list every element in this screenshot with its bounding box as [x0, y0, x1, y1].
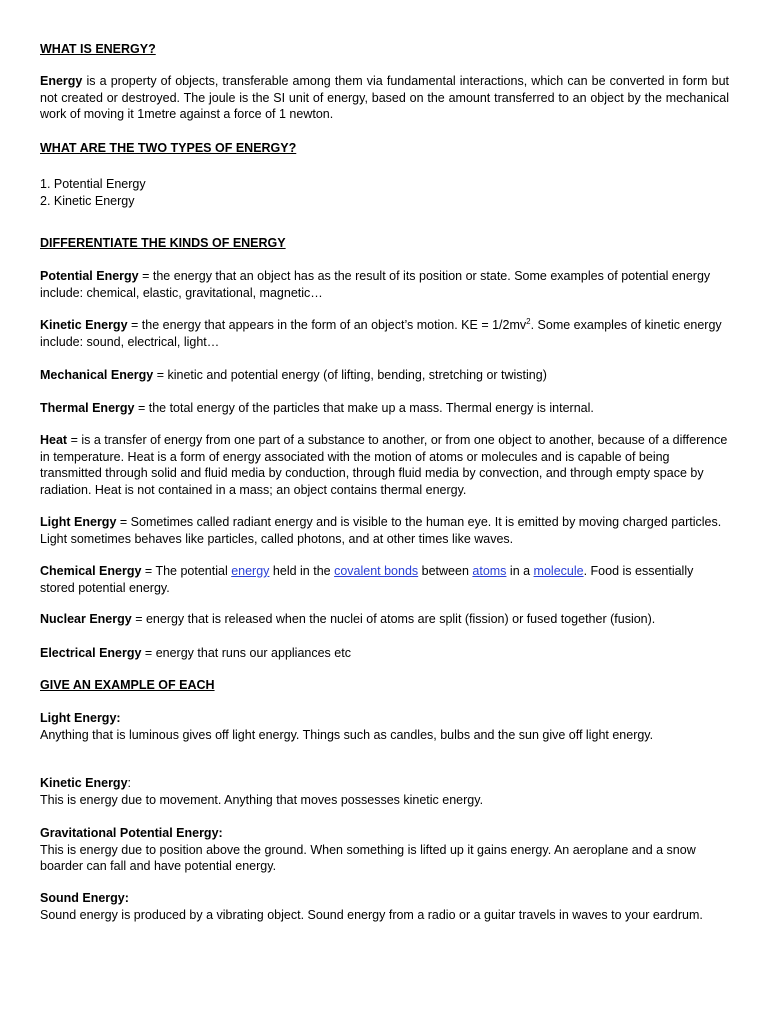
heading-what-is-energy: WHAT IS ENERGY? — [40, 42, 156, 56]
example-gravitational-energy: Gravitational Potential Energy: This is energy due to position above the ground. When something is lifted up it gains energy. An aeroplane and a snow boarder can fall and have potential energy. — [40, 826, 696, 873]
list-item-kinetic: 2. Kinetic Energy — [40, 194, 135, 208]
link-energy[interactable]: energy — [231, 564, 270, 578]
paragraph-heat: Heat = is a transfer of energy from one part of a substance to another, or from one object to another, because of a difference in temperature. Heat is a form of energy associated with the motion of atoms or molecules and is capable of being transmitted through solid and fluid media by conduction, through fluid media by convection, and through empty space by radiation. Heat is not contained in a mass; an object contains thermal energy. — [40, 433, 728, 497]
paragraph-mechanical-energy: Mechanical Energy = kinetic and potential energy (of lifting, bending, stretching or twisting) — [40, 368, 547, 382]
example-light-energy: Light Energy: Anything that is luminous gives off light energy. Things such as candles, bulbs and the sun give off light energy. — [40, 711, 654, 742]
term-energy: Energy — [40, 74, 83, 88]
example-kinetic-energy: Kinetic Energy: This is energy due to movement. Anything that moves possesses kinetic energy. — [40, 776, 484, 807]
example-sound-energy: Sound Energy: Sound energy is produced by a vibrating object. Sound energy from a radio or a guitar travels in waves to your eardrum. — [40, 891, 703, 922]
link-molecule[interactable]: molecule — [533, 564, 584, 578]
heading-two-types: WHAT ARE THE TWO TYPES OF ENERGY? — [40, 141, 297, 155]
paragraph-electrical-energy: Electrical Energy = energy that runs our appliances etc — [40, 646, 351, 660]
paragraph-kinetic-energy: Kinetic Energy = the energy that appears in the form of an object’s motion. KE = $1/2mv^2$. Some examples of kinetic energy include: sound, electrical, light… — [40, 316, 722, 349]
paragraph-chemical-energy: Chemical Energy = The potential energy held in the covalent bonds between atoms in a molecule. Food is essentially stored potential energy. — [40, 564, 694, 595]
link-covalent-bonds[interactable]: covalent bonds — [334, 564, 419, 578]
heading-differentiate: DIFFERENTIATE THE KINDS OF ENERGY — [40, 236, 286, 250]
paragraph-potential-energy: Potential Energy = the energy that an object has as the result of its position or state. Some examples of potential energy include: chemical, elastic, gravitational, magnetic… — [40, 269, 711, 300]
paragraph-nuclear-energy: Nuclear Energy = energy that is released when the nuclei of atoms are split (fission) or fused together (fusion). — [40, 612, 656, 626]
paragraph-thermal-energy: Thermal Energy = the total energy of the particles that make up a mass. Thermal energy is internal. — [40, 401, 594, 415]
paragraph-energy-definition: Energy is a property of objects, transferable among them via fundamental interactions, which can be converted in form but not created or destroyed. The joule is the SI unit of energy, based on the amount transferred to an object by the mechanical work of moving it 1metre against a force of 1 newton. — [40, 74, 729, 121]
link-atoms[interactable]: atoms — [472, 564, 507, 578]
paragraph-light-energy: Light Energy = Sometimes called radiant energy and is visible to the human eye. It is emitted by moving charged particles. Light sometimes behaves like particles, called photons, and at other times like waves. — [40, 515, 722, 546]
list-item-potential: 1. Potential Energy — [40, 177, 146, 191]
heading-examples: GIVE AN EXAMPLE OF EACH — [40, 678, 215, 692]
